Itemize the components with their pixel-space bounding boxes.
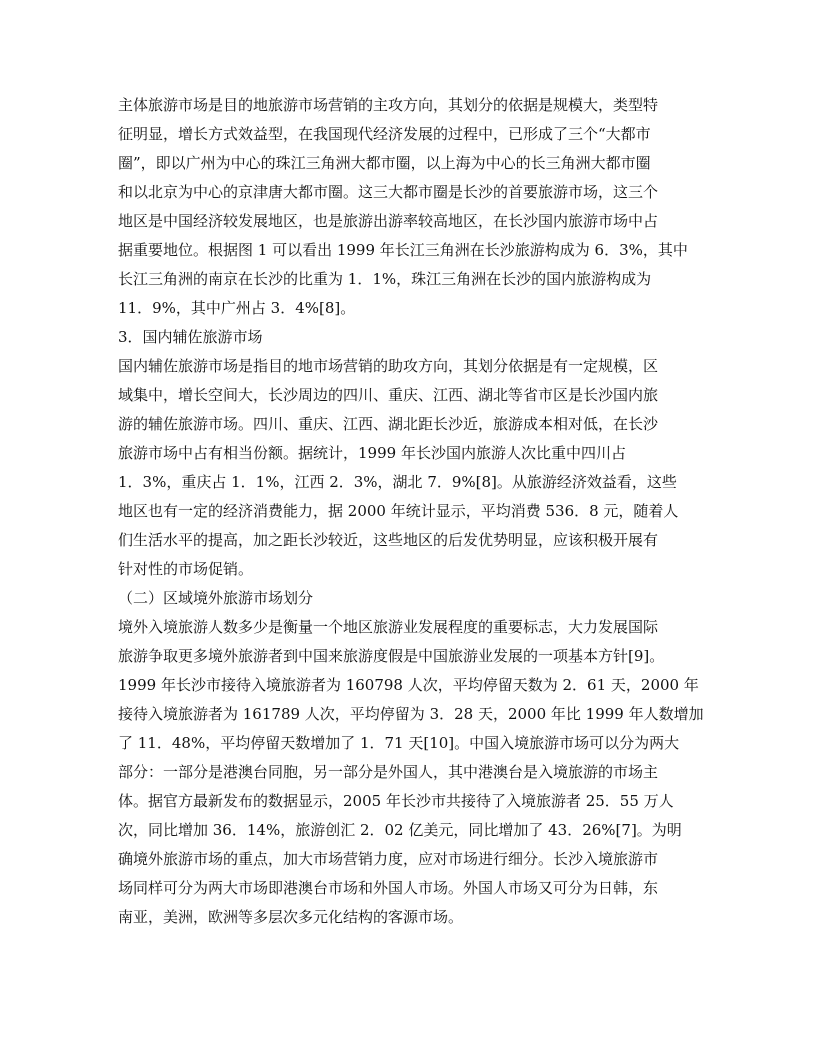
paragraph-line: 地区是中国经济较发展地区，也是旅游出游率较高地区，在长沙国内旅游市场中占 (118, 212, 659, 230)
paragraph-line: 南亚，美洲，欧洲等多层次多元化结构的客源市场。 (118, 908, 464, 926)
paragraph-line: 旅游争取更多境外旅游者到中国来旅游度假是中国旅游业发展的一项基本方针[9]。 (118, 647, 665, 665)
section-heading: 3．国内辅佐旅游市场 (118, 328, 263, 346)
section-heading: （二）区域境外旅游市场划分 (118, 589, 314, 607)
paragraph-line: 场同样可分为两大市场即港澳台市场和外国人市场。外国人市场又可分为日韩，东 (118, 879, 659, 897)
paragraph-line: 针对性的市场促销。 (118, 560, 254, 578)
paragraph-line: 部分：一部分是港澳台同胞，另一部分是外国人，其中港澳台是入境旅游的市场主 (118, 763, 659, 781)
paragraph-line: 1．3%，重庆占 1．1%，江西 2．3%，湖北 7．9%[8]。从旅游经济效益看，这些 (118, 473, 677, 491)
paragraph-line: 们生活水平的提高，加之距长沙较近，这些地区的后发优势明显，应该积极开展有 (118, 531, 659, 549)
paragraph-line: 旅游市场中占有相当份额。据统计，1999 年长沙国内旅游人次比重中四川占 (118, 444, 626, 462)
paragraph-line: 接待入境旅游者为 161789 人次，平均停留为 3．28 天，2000 年比 1999 年人数增加 (118, 705, 704, 723)
paragraph-line: 征明显，增长方式效益型，在我国现代经济发展的过程中，已形成了三个“大都市 (118, 125, 651, 143)
paragraph-line: 国内辅佐旅游市场是指目的地市场营销的助攻方向，其划分依据是有一定规模，区 (118, 357, 659, 375)
paragraph-line: 1999 年长沙市接待入境旅游者为 160798 人次，平均停留天数为 2．61 天，2000 年 (118, 676, 699, 694)
paragraph-line: 体。据官方最新发布的数据显示，2005 年长沙市共接待了入境旅游者 25．55 万人 (118, 792, 674, 810)
paragraph-line: 境外入境旅游人数多少是衡量一个地区旅游业发展程度的重要标志，大力发展国际 (118, 618, 659, 636)
paragraph-line: 次，同比增加 36．14%，旅游创汇 2．02 亿美元，同比增加了 43．26%[7]。为明 (118, 821, 682, 839)
paragraph-line: 确境外旅游市场的重点，加大市场营销力度，应对市场进行细分。长沙入境旅游市 (118, 850, 659, 868)
paragraph-line: 圈”，即以广州为中心的珠江三角洲大都市圈，以上海为中心的长三角洲大都市圈 (118, 154, 651, 172)
paragraph-line: 主体旅游市场是目的地旅游市场营销的主攻方向，其划分的依据是规模大，类型特 (118, 96, 659, 114)
paragraph-line: 了 11．48%，平均停留天数增加了 1．71 天[10]。中国入境旅游市场可以分为两大 (118, 734, 680, 752)
paragraph-line: 11．9%，其中广州占 3．4%[8]。 (118, 299, 356, 317)
paragraph-line: 域集中，增长空间大，长沙周边的四川、重庆、江西、湖北等省市区是长沙国内旅 (118, 386, 659, 404)
paragraph-line: 地区也有一定的经济消费能力，据 2000 年统计显示，平均消费 536．8 元，随着人 (118, 502, 679, 520)
paragraph-line: 游的辅佐旅游市场。四川、重庆、江西、湖北距长沙近，旅游成本相对低，在长沙 (118, 415, 659, 433)
paragraph-line: 和以北京为中心的京津唐大都市圈。这三大都市圈是长沙的首要旅游市场，这三个 (118, 183, 659, 201)
paragraph-line: 长江三角洲的南京在长沙的比重为 1．1%，珠江三角洲在长沙的国内旅游构成为 (118, 270, 652, 288)
paragraph-line: 据重要地位。根据图 1 可以看出 1999 年长江三角洲在长沙旅游构成为 6．3%，其中 (118, 241, 688, 259)
